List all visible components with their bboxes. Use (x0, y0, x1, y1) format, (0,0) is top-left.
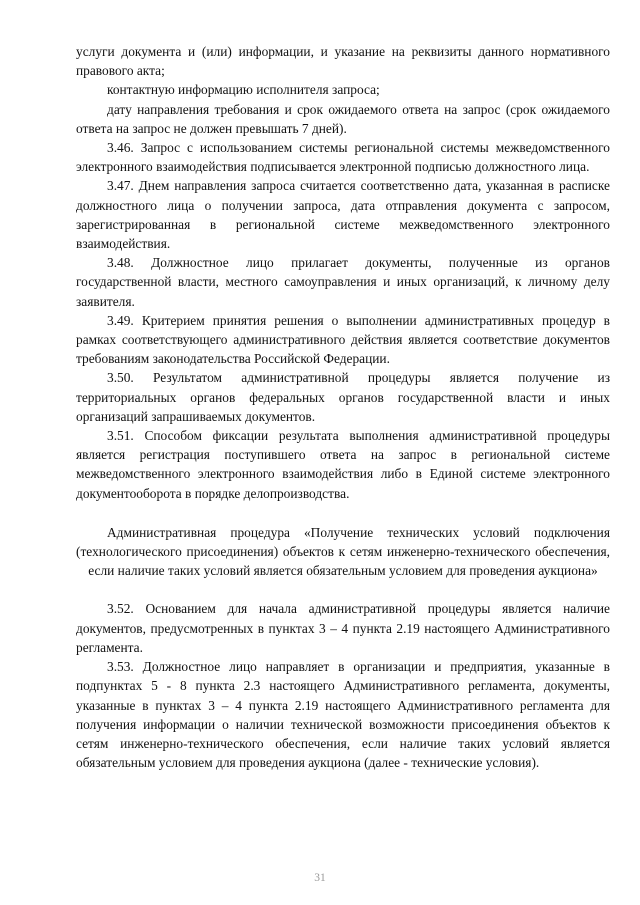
paragraphs-before (76, 42, 610, 503)
page-body (76, 42, 610, 772)
paragraph-3-53: 3.53. Должностное лицо направляет в организации и предприятия, указанные в подпунктах 5 - 8 пункта 2.3 настоящего Административного регламента, документы, указанные в пунктах 3 – 4 пункта 2.19 настоящего Административного регламента для получения информации о наличии технической возможности присоединения объектов к сетям инженерно-технического обеспечения, если наличие таких условий является обязательным условием для проведения аукциона (далее - технические условия). (76, 659, 610, 771)
paragraph-3-48: 3.48. Должностное лицо прилагает документы, полученные из органов государственной власти, местного самоуправления и иных организаций, к личному делу заявителя. (76, 255, 610, 309)
paragraph-3-49: 3.49. Критерием принятия решения о выполнении административных процедур в рамках соответствующего административного действия является соответствие документов требованиям законодательства Российской Федерации. (76, 312, 610, 367)
paragraph-3-47: 3.47. Днем направления запроса считается соответственно дата, указанная в расписке должностного лица о получении запроса, дата отправления документа с запросом, зарегистрированная в региональной системе межведомственного электронного взаимодействия. (76, 178, 610, 252)
paragraph: дату направления требования и срок ожидаемого ответа на запрос (срок ожидаемого ответа на запрос не должен превышать 7 дней). (76, 101, 610, 136)
paragraphs-after (76, 599, 610, 772)
section-heading (76, 523, 610, 581)
paragraph-3-51: 3.51. Способом фиксации результата выполнения административной процедуры является регистрация поступившего ответа на запрос в региональной системе межведомственного электронного взаимодействия либо в Единой системе электронного документооборота в порядке делопроизводства. (76, 428, 610, 501)
paragraph: услуги документа и (или) информации, и указание на реквизиты данного нормативного правового акта; (76, 44, 610, 79)
section-heading-text: Административная процедура «Получение технических условий подключения (технологического присоединения) объектов к сетям инженерно-технического обеспечения, если наличие таких условий является обязательным условием для проведения аукциона» (76, 524, 610, 579)
paragraph: контактную информацию исполнителя запроса; (107, 82, 380, 98)
page-number: 31 (314, 872, 326, 884)
paragraph-3-50: 3.50. Результатом административной процедуры является получение из территориальных органов федеральных органов государственной власти и иных организаций запрашиваемых документов. (76, 370, 610, 424)
paragraph-3-52: 3.52. Основанием для начала административной процедуры является наличие документов, предусмотренных в пунктах 3 – 4 пункта 2.19 настоящего Административного регламента. (76, 601, 610, 655)
paragraph-3-46: 3.46. Запрос с использованием системы региональной системы межведомственного электронного взаимодействия подписывается электронной подписью должностного лица. (76, 140, 610, 175)
